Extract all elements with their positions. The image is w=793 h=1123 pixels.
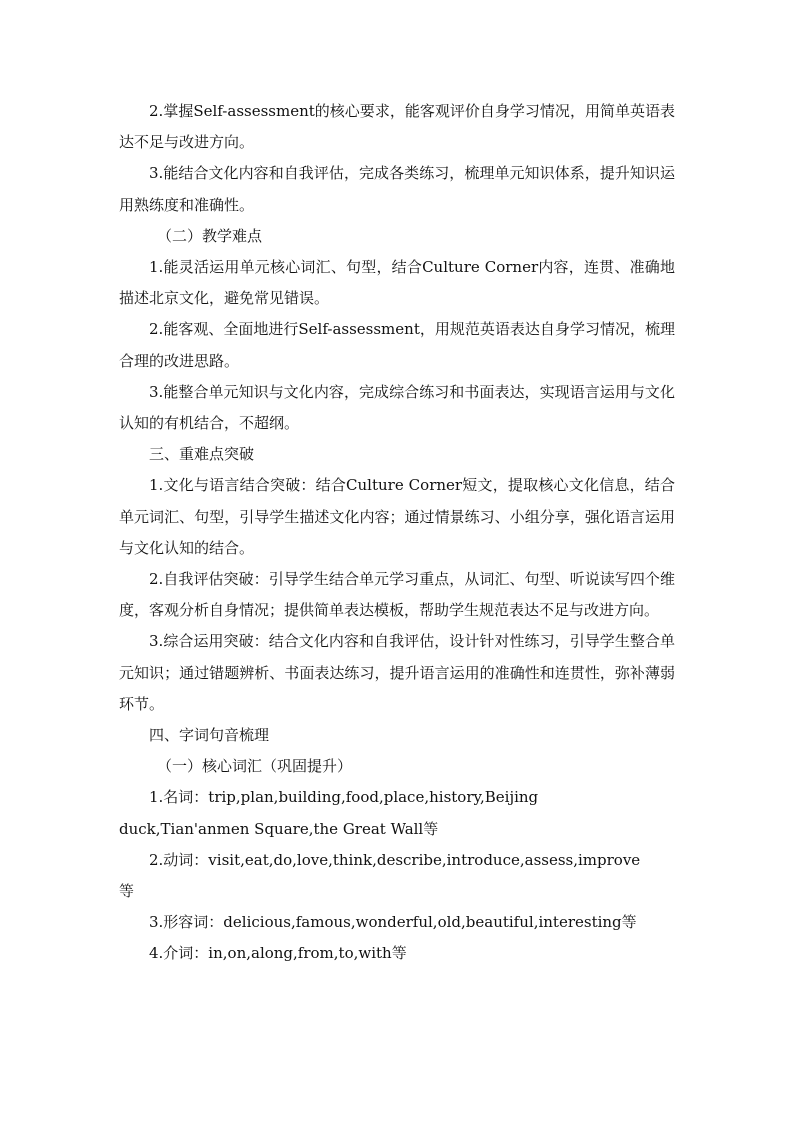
heading-teaching-difficulties: （二）教学难点: [157, 226, 263, 245]
document-page: [119, 96, 675, 970]
heading-breakthrough: 三、重难点突破: [149, 445, 255, 464]
vocab-verbs-line1: 2.动词：visit,eat,do,love,think,describe,introduce,assess,improve: [149, 850, 641, 869]
vocab-nouns: [119, 782, 675, 844]
paragraph-breakthrough-2: 2.自我评估突破：引导学生结合单元学习重点，从词汇、句型、听说读写四个维度，客观分析自身情况；提供简单表达模板，帮助学生规范表达不足与改进方向。: [119, 570, 675, 620]
paragraph-objective-3: 3.能结合文化内容和自我评估，完成各类练习，梳理单元知识体系，提升知识运用熟练度和准确性。: [119, 164, 675, 214]
paragraph-objective-2: 2.掌握Self-assessment的核心要求，能客观评价自身学习情况，用简单英语表达不足与改进方向。: [119, 102, 675, 152]
vocab-verbs: [119, 845, 675, 907]
paragraph-breakthrough-3: 3.综合运用突破：结合文化内容和自我评估，设计针对性练习，引导学生整合单元知识；通过错题辨析、书面表达练习，提升语言运用的准确性和连贯性，弥补薄弱环节。: [119, 632, 675, 713]
heading-words-sentences: 四、字词句音梳理: [149, 726, 270, 745]
vocab-prepositions: 4.介词：in,on,along,from,to,with等: [149, 944, 407, 963]
paragraph-difficulty-3: 3.能整合单元知识与文化内容，完成综合练习和书面表达，实现语言运用与文化认知的有机结合，不超纲。: [119, 382, 675, 433]
vocab-verbs-line2: 等: [119, 882, 135, 901]
vocab-adjectives: 3.形容词：delicious,famous,wonderful,old,beautiful,interesting等: [149, 913, 637, 932]
heading-core-vocabulary: （一）核心词汇（巩固提升）: [157, 757, 353, 776]
vocab-nouns-line2: duck,Tian'anmen Square,the Great Wall等: [119, 819, 439, 838]
paragraph-difficulty-2: 2.能客观、全面地进行Self-assessment，用规范英语表达自身学习情况，梳理合理的改进思路。: [119, 320, 675, 370]
paragraph-breakthrough-1: 1.文化与语言结合突破：结合Culture Corner短文，提取核心文化信息，结合单元词汇、句型，引导学生描述文化内容；通过情景练习、小组分享，强化语言运用与文化认知的结合。: [119, 476, 675, 557]
vocab-nouns-line1: 1.名词：trip,plan,building,food,place,history,Beijing: [149, 788, 539, 807]
paragraph-difficulty-1: 1.能灵活运用单元核心词汇、句型，结合Culture Corner内容，连贯、准确地描述北京文化，避免常见错误。: [119, 258, 675, 308]
